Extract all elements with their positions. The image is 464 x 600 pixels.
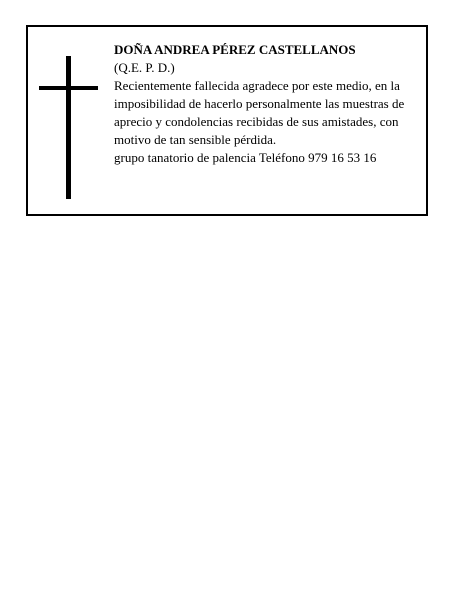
obituary-notice xyxy=(26,25,428,216)
cross-horizontal-bar xyxy=(39,86,98,90)
obituary-text xyxy=(114,41,426,167)
rip-abbreviation: (Q.E. P. D.) xyxy=(114,60,175,75)
funeral-home-contact: grupo tanatorio de palencia Teléfono 979 16 53 16 xyxy=(114,150,377,165)
acknowledgement-message: Recientemente fallecida agradece por este medio, en la imposibilidad de hacerlo personalmente las muestras de aprecio y condolencias recibidas de sus amistades, con motivo de tan sensible pérdida. xyxy=(114,78,405,147)
deceased-name: DOÑA ANDREA PÉREZ CASTELLANOS xyxy=(114,42,356,57)
cross-vertical-bar xyxy=(66,56,71,199)
